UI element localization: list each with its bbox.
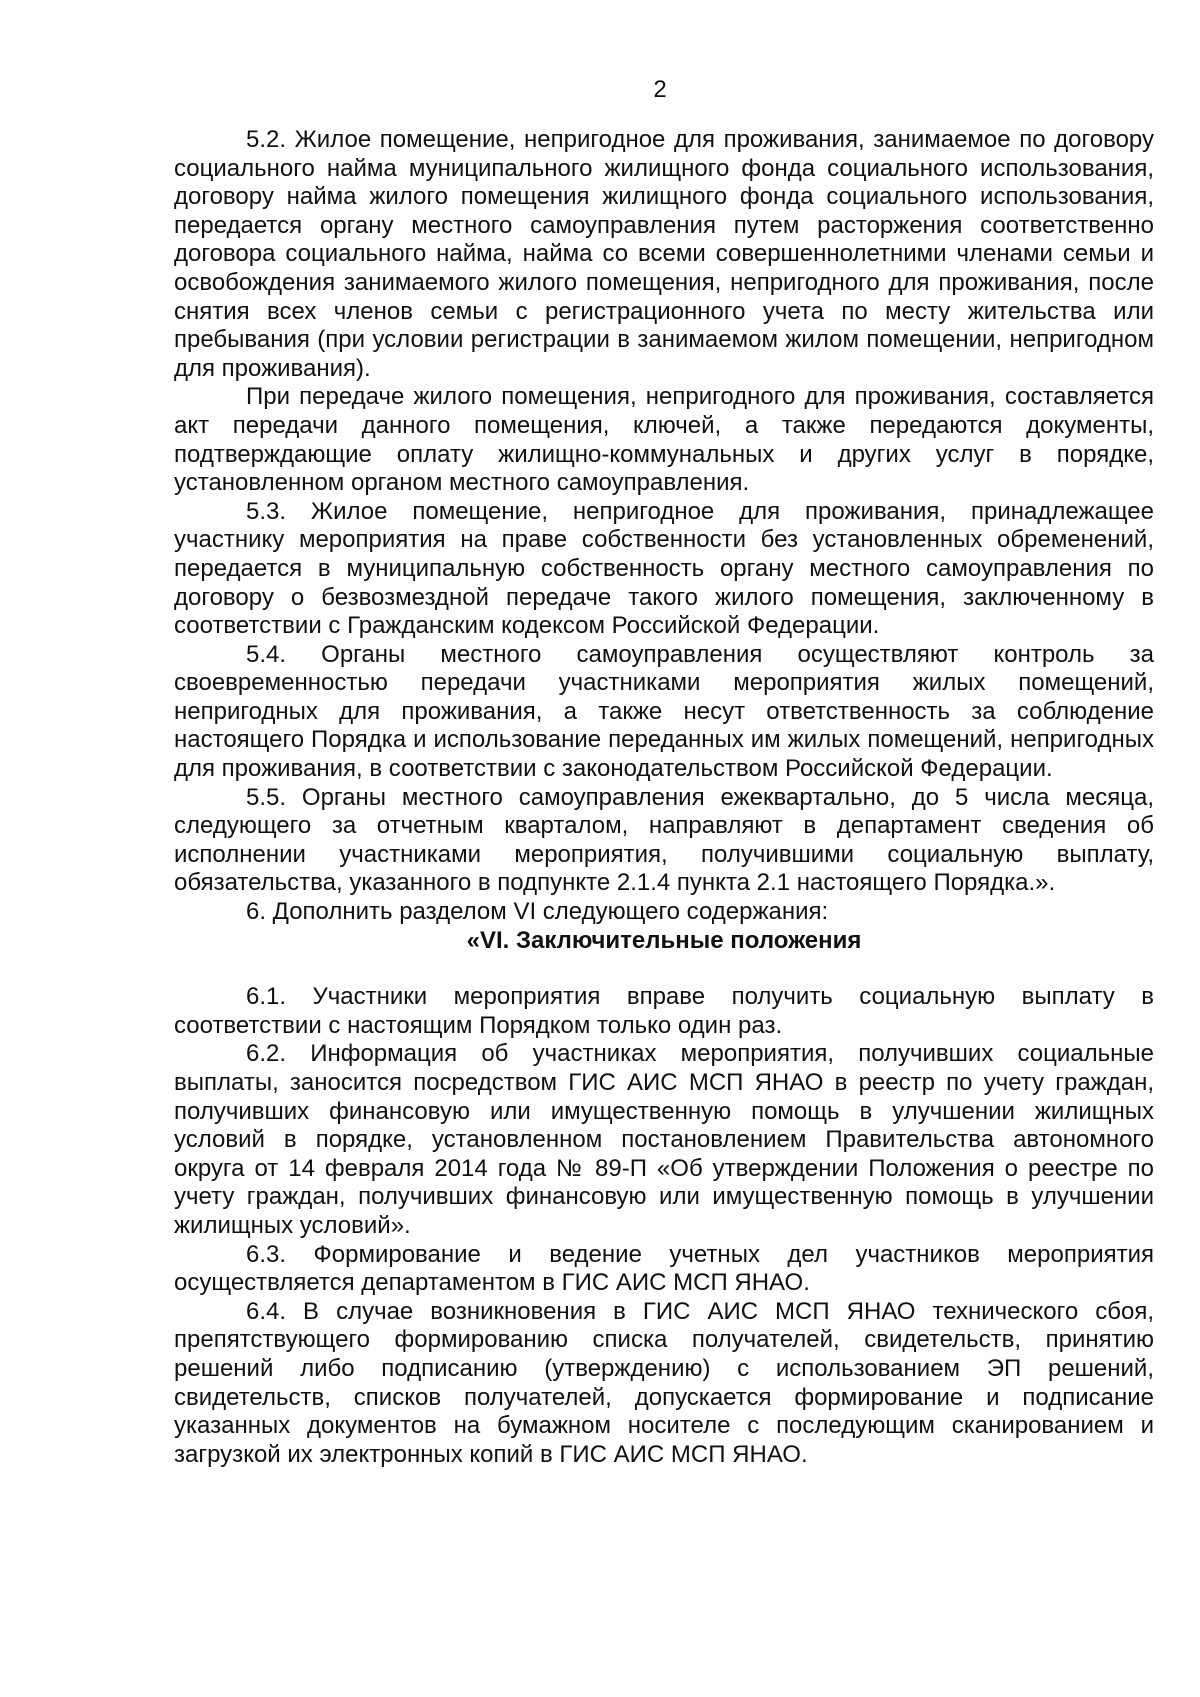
paragraph-6: 6. Дополнить разделом VI следующего содержания:	[246, 898, 829, 926]
paragraph-5-3: 5.3. Жилое помещение, непригодное для проживания, принадлежащее участнику мероприятия на праве собственности без установленных обременений, передается в муниципальную собственность органу местного самоуправления по договору о безвозмездной передаче такого жилого помещения, заключенному в соответствии с Гражданским кодексом Российской Федерации.	[174, 497, 1154, 640]
paragraph-5-2: 5.2. Жилое помещение, непригодное для проживания, занимаемое по договору социального найма муниципального жилищного фонда социального использования, договору найма жилого помещения жилищного фонда социального использования, передается органу местного самоуправления путем расторжения соответственно договора социального найма, найма со всеми совершеннолетними членами семьи и освобождения занимаемого жилого помещения, непригодного для проживания, после снятия всех членов семьи с регистрационного учета по месту жительства или пребывания (при условии регистрации в занимаемом жилом помещении, непригодном для проживания).	[174, 126, 1154, 382]
paragraph-6-2: 6.2. Информация об участниках мероприятия, получивших социальные выплаты, заносится посредством ГИС АИС МСП ЯНАО в реестр по учету граждан, получивших финансовую или имущественную помощь в улучшении жилищных условий в порядке, установленном постановлением Правительства автономного округа от 14 февраля 2014 года № 89-П «Об утверждении Положения о реестре по учету граждан, получивших финансовую или имущественную помощь в улучшении жилищных условий».	[174, 1040, 1154, 1239]
paragraph-6-3: 6.3. Формирование и ведение учетных дел участников мероприятия осуществляется департаментом в ГИС АИС МСП ЯНАО.	[174, 1240, 1154, 1297]
paragraph-5-5: 5.5. Органы местного самоуправления ежеквартально, до 5 числа месяца, следующего за отчетным кварталом, направляют в департамент сведения об исполнении участниками мероприятия, получившими социальную выплату, обязательства, указанного в подпункте 2.1.4 пункта 2.1 настоящего Порядка.».	[174, 783, 1154, 897]
paragraph-6-4: 6.4. В случае возникновения в ГИС АИС МСП ЯНАО технического сбоя, препятствующего формированию списка получателей, свидетельств, принятию решений либо подписанию (утверждению) с использованием ЭП решений, свидетельств, списков получателей, допускается формирование и подписание указанных документов на бумажном носителе с последующим сканированием и загрузкой их электронных копий в ГИС АИС МСП ЯНАО.	[174, 1297, 1154, 1468]
paragraph-transfer-act: При передаче жилого помещения, непригодного для проживания, составляется акт передачи данного помещения, ключей, а также передаются документы, подтверждающие оплату жилищно-коммунальных и других услуг в порядке, установленном органом местного самоуправления.	[174, 383, 1154, 497]
paragraph-5-4: 5.4. Органы местного самоуправления осуществляют контроль за своевременностью передачи участниками мероприятия жилых помещений, непригодных для проживания, а также несут ответственность за соблюдение настоящего Порядка и использование переданных им жилых помещений, непригодных для проживания, в соответствии с законодательством Российской Федерации.	[174, 640, 1154, 783]
page-number: 2	[653, 76, 667, 103]
document-body	[174, 126, 1154, 1469]
paragraph-6-1: 6.1. Участники мероприятия вправе получить социальную выплату в соответствии с настоящим Порядком только один раз.	[174, 983, 1154, 1039]
section-heading: «VI. Заключительные положения	[466, 926, 862, 954]
